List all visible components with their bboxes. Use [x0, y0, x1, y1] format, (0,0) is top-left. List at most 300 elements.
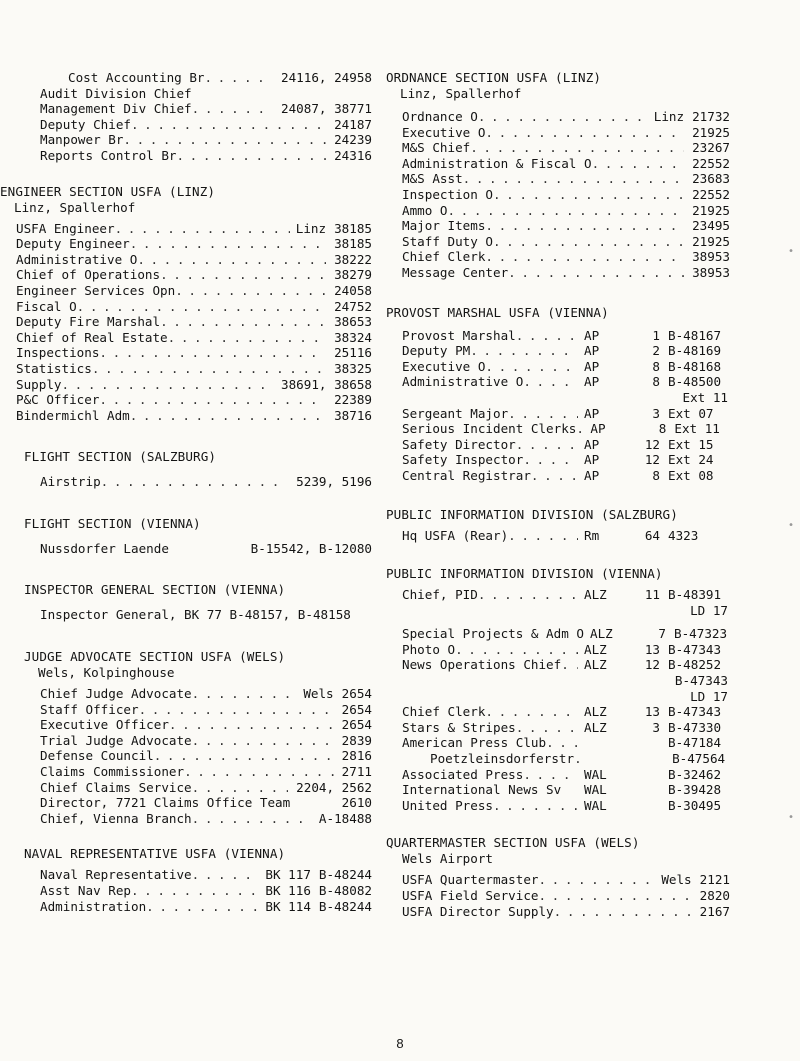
list-item	[16, 267, 372, 283]
list-item	[16, 252, 372, 268]
entry-name: Trial Judge Advocate	[40, 732, 192, 748]
list-item	[16, 345, 372, 361]
entry-name: Administrative O	[402, 374, 524, 390]
list-item	[402, 187, 730, 203]
inspector-section	[24, 582, 372, 623]
leader-dots	[523, 767, 578, 783]
entry-name: Chief Clerk	[402, 704, 486, 720]
list-item	[402, 203, 730, 219]
list-item	[402, 452, 730, 468]
entry-name: Hq USFA (Rear)	[402, 528, 509, 544]
list-item	[40, 86, 372, 102]
section-title: PUBLIC INFORMATION DIVISION (SALZBURG)	[386, 507, 678, 523]
entry-name: USFA Quartermaster	[402, 872, 539, 888]
list-item	[16, 299, 372, 315]
leader-dots	[592, 156, 685, 172]
entry-name: Deputy PM	[402, 343, 471, 359]
entry-phone: 21925	[692, 202, 730, 218]
list-item	[16, 392, 372, 408]
leader-dots	[204, 70, 273, 86]
list-item	[16, 221, 372, 237]
leader-dots	[176, 148, 326, 164]
entry-phone: 5239, 5196	[296, 474, 372, 490]
list-item	[402, 872, 730, 888]
entry-office: AP	[584, 436, 600, 452]
engineer-section	[0, 184, 372, 424]
entry-name: Bindermichl Adm	[16, 407, 130, 423]
entry-office: WAL	[584, 797, 607, 813]
entry-name: Chief, PID	[402, 587, 478, 603]
leader-dots	[192, 780, 289, 796]
leader-dots	[131, 117, 326, 133]
leader-dots	[99, 392, 326, 408]
entry-office: WAL	[584, 766, 607, 782]
entry-name: Stars & Stripes	[402, 719, 516, 735]
entry-phone: B-32462	[668, 766, 722, 782]
list-item	[402, 720, 730, 736]
entry-phone: 21925	[692, 124, 730, 140]
list-item	[40, 117, 372, 133]
entry-phone: B-48169	[668, 343, 722, 359]
section-title: ENGINEER SECTION USFA (LINZ)	[0, 183, 216, 199]
list-item	[402, 735, 730, 751]
leader-dots	[493, 187, 684, 203]
leader-dots	[538, 888, 691, 904]
entry-office: AP	[584, 327, 600, 343]
list-item	[402, 767, 730, 783]
entry-phone: 38716	[334, 407, 372, 423]
list-item	[40, 811, 372, 827]
entry-phone: 22552	[692, 155, 730, 171]
entry-name: Executive Officer	[40, 717, 169, 733]
entry-phone: 2654	[341, 686, 372, 702]
entry-room: 8	[652, 358, 660, 374]
list-item	[40, 748, 372, 764]
provost-section	[386, 305, 730, 484]
leader-dots	[516, 720, 578, 736]
section-subtitle: Linz, Spallerhof	[400, 86, 522, 101]
section-title: FLIGHT SECTION (SALZBURG)	[24, 449, 217, 465]
entry-name: Cost Accounting Br	[68, 70, 205, 85]
section-subtitle: Wels, Kolpinghouse	[38, 665, 175, 681]
entry-name: Asst Nav Rep	[40, 883, 131, 898]
section-title: QUARTERMASTER SECTION USFA (WELS)	[386, 835, 640, 851]
entry-room: 13	[644, 704, 660, 720]
list-item	[402, 109, 730, 125]
entry-phone: Ext 08	[668, 467, 714, 483]
leader-dots	[574, 751, 582, 767]
entry-office: ALZ	[589, 626, 613, 642]
list-item	[40, 70, 372, 86]
entry-phone: 38222	[334, 251, 372, 267]
leader-dots	[463, 171, 684, 187]
leader-dots	[455, 642, 578, 658]
entry-office: Rm	[584, 528, 600, 544]
entry-room: 13	[644, 641, 660, 657]
entry-name: Defense Council	[40, 748, 154, 764]
entry-office: ALZ	[584, 657, 607, 673]
entry-phone: 22552	[692, 186, 730, 202]
entry-phone: 2204, 2562	[296, 779, 372, 795]
entry-phone: B-47564	[672, 751, 726, 766]
entry-name: Chief, Vienna Branch	[40, 810, 192, 826]
leader-dots	[160, 314, 326, 330]
leader-dots	[470, 343, 578, 359]
entry-phone: 21925	[692, 233, 730, 249]
section-title: JUDGE ADVOCATE SECTION USFA (WELS)	[24, 649, 286, 665]
entry-room: 7	[658, 626, 666, 642]
entry-name: Airstrip	[40, 474, 101, 490]
entry-phone: B-48082	[318, 883, 372, 898]
list-item	[402, 904, 730, 920]
list-item	[16, 408, 372, 424]
entry-phone: 2121	[699, 872, 730, 888]
judge-advocate-section	[24, 649, 372, 826]
ordnance-section	[386, 70, 730, 281]
entry-phone: 24087, 38771	[281, 101, 372, 117]
entry-phone: B-48500	[668, 374, 722, 390]
entry-name: Nussdorfer Laende	[40, 540, 169, 556]
entry-phone: A-18488	[318, 810, 372, 826]
entry-name: Sergeant Major	[402, 405, 509, 421]
list-item	[402, 343, 730, 359]
pid-vienna-section	[386, 566, 730, 813]
entry-room: 1	[652, 327, 660, 343]
list-item	[402, 374, 730, 390]
leader-dots	[493, 234, 684, 250]
entry-name: Staff Duty O	[402, 233, 493, 249]
leader-dots	[485, 704, 578, 720]
leader-dots	[77, 299, 326, 315]
leader-dots	[131, 883, 259, 899]
entry-room: 64	[644, 528, 660, 544]
list-item	[16, 361, 372, 377]
leader-dots	[493, 798, 578, 814]
naval-section	[24, 846, 372, 914]
section-title: PUBLIC INFORMATION DIVISION (VIENNA)	[386, 566, 663, 582]
list-item	[402, 234, 730, 250]
leader-dots	[99, 345, 326, 361]
list-item	[402, 406, 730, 422]
entry-name: Central Registrar	[402, 467, 531, 483]
leader-dots	[448, 203, 685, 219]
entry-room: 3	[652, 405, 660, 421]
top-block	[24, 70, 372, 164]
list-item	[40, 717, 372, 733]
scan-speck: •	[787, 520, 794, 531]
entry-phone: B-48244	[318, 898, 372, 914]
entry-phone: 2654	[341, 701, 372, 717]
list-item	[16, 314, 372, 330]
entry-name: Inspections	[16, 345, 100, 361]
leader-dots	[523, 452, 578, 468]
entry-phone: 23267	[692, 140, 730, 156]
list-item	[402, 328, 730, 344]
leader-dots	[139, 702, 334, 718]
entry-room: 12	[644, 452, 660, 468]
entry-name: Associated Press	[402, 766, 524, 782]
entry-phone: B-47343	[668, 641, 722, 657]
entry-phone: 38185	[334, 236, 372, 252]
leader-dots	[508, 406, 578, 422]
entry-phone: 24058	[334, 282, 372, 298]
entry-phone: B-47330	[668, 719, 722, 735]
leader-dots	[146, 899, 259, 915]
entry-phone: B-47323	[673, 626, 728, 642]
entry-name: Ordnance O	[402, 109, 478, 124]
entry-location: Wels	[661, 872, 692, 888]
entry-phone: 38324	[334, 329, 372, 345]
entry-office: AP	[590, 421, 606, 437]
leader-dots	[561, 657, 578, 673]
quartermaster-section	[386, 835, 730, 919]
entry-phone: 2839	[341, 732, 372, 748]
leader-dots	[485, 359, 578, 375]
entry-phone: 24316	[334, 147, 372, 163]
list-item	[40, 101, 372, 117]
list-item	[40, 733, 372, 749]
entry-name: Provost Marshal	[402, 327, 516, 343]
entry-location: Wels	[303, 686, 334, 702]
list-item	[402, 798, 730, 814]
entry-room: 12	[644, 657, 660, 673]
list-item	[40, 702, 372, 718]
entry-phone: 38691, 38658	[281, 376, 372, 392]
leader-dots	[485, 125, 684, 141]
scan-speck: •	[787, 246, 794, 257]
section-title: NAVAL REPRESENTATIVE USFA (VIENNA)	[24, 846, 286, 862]
list-item	[402, 140, 730, 156]
entry-location: BK 114	[265, 898, 311, 914]
entry-name: M&S Asst	[402, 171, 463, 187]
list-item	[402, 421, 730, 437]
entry-name: Deputy Engineer	[16, 236, 130, 252]
entry-name: Chief of Real Estate	[16, 329, 168, 345]
entry-phone: 21732	[692, 109, 730, 124]
section-title: FLIGHT SECTION (VIENNA)	[24, 515, 201, 531]
entry-name: Message Center	[402, 264, 509, 280]
entry-name: Inspector General, BK 77 B-48157, B-48158	[40, 607, 351, 623]
list-item	[402, 359, 730, 375]
list-item	[402, 528, 730, 544]
list-item	[40, 132, 372, 148]
entry-name: USFA Director Supply	[402, 903, 554, 919]
list-item	[40, 474, 372, 490]
entry-name: Executive O	[402, 124, 486, 140]
entry-name: USFA Engineer	[16, 220, 115, 236]
entry-phone: B-15542, B-12080	[250, 540, 372, 556]
leader-dots	[137, 252, 326, 268]
entry-name: Engineer Services Opn	[16, 282, 176, 298]
entry-office: ALZ	[584, 587, 607, 603]
flight-vienna-section	[24, 516, 372, 557]
entry-phone: 24116, 24958	[281, 70, 372, 85]
scan-speck: •	[787, 812, 794, 823]
entry-name: Safety Inspector	[402, 452, 524, 468]
list-item	[402, 171, 730, 187]
section-title: ORDNANCE SECTION USFA (LINZ)	[386, 70, 602, 85]
leader-dots	[175, 283, 326, 299]
list-item	[40, 686, 372, 702]
flight-salzburg-section	[24, 449, 372, 490]
entry-phone: B-48168	[668, 358, 722, 374]
entry-location: BK 116	[265, 883, 311, 898]
entry-name: Statistics	[16, 360, 92, 376]
entry-phone: B-48167	[668, 327, 722, 343]
leader-dots	[554, 904, 692, 920]
pid-salzburg-section	[386, 507, 730, 544]
list-item	[402, 125, 730, 141]
entry-office: ALZ	[584, 704, 607, 720]
entry-name: Deputy Fire Marshal	[16, 314, 161, 330]
entry-office: ALZ	[584, 719, 607, 735]
leader-dots	[92, 361, 326, 377]
leader-dots	[516, 328, 578, 344]
entry-location: Linz	[653, 109, 685, 124]
entry-name: Supply	[16, 376, 62, 392]
entry-name: Management Div Chief	[40, 101, 192, 117]
list-item	[402, 888, 730, 904]
list-item	[16, 330, 372, 346]
leader-dots	[168, 330, 326, 346]
entry-name: American Press Club	[402, 735, 547, 751]
entry-name: Deputy Chief	[40, 116, 131, 132]
list-item	[402, 249, 730, 265]
leader-dots	[576, 421, 584, 437]
list-item	[40, 883, 372, 899]
leader-dots	[192, 101, 273, 117]
list-item	[402, 437, 730, 453]
entry-phone: 22389	[334, 392, 372, 408]
leader-dots	[184, 764, 334, 780]
entry-room: 8	[658, 421, 667, 437]
entry-office: AP	[584, 467, 600, 483]
entry-phone: 38279	[334, 267, 372, 283]
entry-phone: 2820	[699, 887, 730, 903]
leader-dots	[538, 872, 655, 888]
leader-dots	[478, 587, 578, 603]
list-item	[402, 265, 730, 281]
entry-office: AP	[584, 374, 600, 390]
list-item	[40, 899, 372, 915]
leader-dots	[478, 109, 648, 125]
leader-dots	[192, 811, 311, 827]
entry-name: Audit Division Chief	[40, 85, 192, 101]
entry-phone: 38953	[692, 249, 730, 265]
entry-phone: B-47184	[668, 735, 722, 751]
section-title: INSPECTOR GENERAL SECTION (VIENNA)	[24, 582, 286, 598]
entry-room: 3	[652, 719, 660, 735]
list-item	[40, 541, 372, 557]
entry-phone: 23495	[692, 218, 730, 234]
entry-name: Chief Clerk	[402, 249, 486, 265]
entry-name: Administrative O	[16, 251, 138, 267]
entry-office: ALZ	[584, 641, 607, 657]
entry-name: Executive O	[402, 358, 486, 374]
list-item	[16, 377, 372, 393]
entry-office: WAL	[584, 782, 607, 798]
entry-phone: 25116	[334, 345, 372, 361]
entry-name: Poetzleinsdorferstr	[430, 751, 575, 766]
list-item	[40, 764, 372, 780]
entry-phone: 2167	[699, 903, 730, 919]
entry-room: 11	[644, 587, 660, 603]
entry-phone: B-47343	[668, 704, 722, 720]
entry-room: 8	[652, 467, 660, 483]
entry-continuation: LD 17	[690, 602, 728, 618]
entry-name: Reports Control Br	[40, 147, 177, 163]
entry-phone: 38953	[692, 264, 730, 280]
entry-phone: Ext 07	[668, 405, 714, 421]
list-item	[40, 780, 372, 796]
leader-dots	[123, 132, 326, 148]
entry-continuation: Ext 11	[682, 389, 728, 405]
entry-name: Chief Claims Service	[40, 779, 192, 795]
list-item	[402, 626, 730, 642]
list-item	[402, 218, 730, 234]
entry-name: M&S Chief	[402, 140, 471, 156]
entry-name: Administration	[40, 898, 147, 914]
entry-name: Special Projects & Adm O	[402, 626, 584, 642]
entry-phone: B-48244	[318, 867, 372, 883]
leader-dots	[470, 140, 684, 156]
leader-dots	[508, 528, 578, 544]
list-item	[40, 795, 372, 811]
entry-name: Safety Director	[402, 436, 516, 452]
list-item	[402, 587, 730, 603]
entry-phone: 2654	[341, 717, 372, 733]
leader-dots	[523, 374, 578, 390]
entry-location: BK 117	[265, 867, 311, 883]
entry-phone: Ext 11	[674, 421, 720, 437]
leader-dots	[115, 221, 290, 237]
leader-dots	[169, 717, 334, 733]
leader-dots	[154, 748, 334, 764]
list-item	[402, 657, 730, 673]
leader-dots	[531, 468, 578, 484]
entry-name: Naval Representative	[40, 867, 192, 883]
leader-dots	[192, 686, 298, 702]
leader-dots	[485, 249, 684, 265]
leader-dots	[192, 867, 260, 883]
list-item	[40, 607, 372, 623]
entry-name: Fiscal O	[16, 298, 77, 314]
entry-phone: 38185	[334, 220, 372, 236]
entry-phone: 24239	[334, 132, 372, 148]
entry-office: AP	[584, 358, 600, 374]
list-item	[16, 283, 372, 299]
entry-phone: Ext 15	[668, 436, 714, 452]
entry-name: USFA Field Service	[402, 887, 539, 903]
entry-room: 2	[652, 343, 660, 359]
leader-dots	[160, 267, 326, 283]
list-item	[402, 782, 730, 798]
entry-phone: 23683	[692, 171, 730, 187]
entry-name: United Press	[402, 797, 493, 813]
list-item	[402, 751, 730, 767]
entry-location: Linz	[295, 220, 327, 236]
page-number: 8	[396, 1036, 404, 1051]
entry-name: Staff Officer	[40, 701, 139, 717]
entry-name: International News Sv	[402, 782, 562, 798]
entry-name: Inspection O	[402, 186, 493, 202]
entry-room: 12	[644, 436, 660, 452]
entry-office: AP	[584, 343, 600, 359]
entry-office: AP	[584, 405, 600, 421]
entry-phone: Ext 24	[668, 452, 714, 468]
entry-continuation: LD 17	[690, 688, 728, 704]
leader-dots	[192, 733, 334, 749]
